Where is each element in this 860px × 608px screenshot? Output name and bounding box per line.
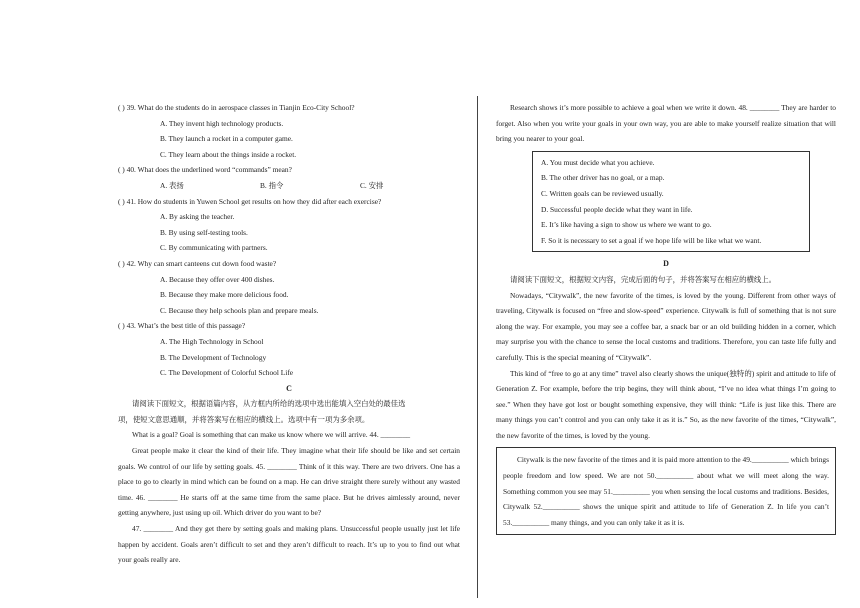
question-43: ( ) 43. What’s the best title of this passage? bbox=[118, 321, 246, 331]
q40-options bbox=[118, 178, 460, 194]
column-divider bbox=[477, 96, 478, 598]
passage-c-paragraph-4: Research shows it’s more possible to achieve a goal when we write it down. 48. ________ They are harder to forget. Also when you write your goals in your own way, you are able to make yourself realize situation that will bring you nearer to your goal. bbox=[496, 103, 836, 144]
option-e: E. It’s like having a sign to show us where we want to go. bbox=[541, 220, 712, 230]
q42-option-b: B. Because they make more delicious food. bbox=[160, 290, 289, 300]
q40-option-b: B. 指令 bbox=[260, 180, 284, 190]
option-d: D. Successful people decide what they want in life. bbox=[541, 204, 693, 214]
q40-option-a: A. 表扬 bbox=[160, 180, 184, 190]
section-c-instructions-1: 请阅读下面短文，根据语篇内容，从方框内所给的选项中选出能填入空白处的最佳选 bbox=[132, 399, 406, 409]
left-column bbox=[118, 100, 460, 568]
right-column bbox=[496, 100, 836, 535]
q39-option-a: A. They invent high technology products. bbox=[160, 118, 284, 128]
q41-option-a: A. By asking the teacher. bbox=[160, 212, 235, 222]
option-a: A. You must decide what you achieve. bbox=[541, 157, 655, 167]
q42-option-c: C. Because they help schools plan and prepare meals. bbox=[160, 305, 319, 315]
question-42: ( ) 42. Why can smart canteens cut down food waste? bbox=[118, 258, 277, 268]
options-box bbox=[532, 151, 810, 253]
section-d-instructions: 请阅读下面短文，根据短文内容，完成后面的句子，并将答案写在相应的横线上。 bbox=[510, 274, 777, 284]
q43-option-a: A. The High Technology in School bbox=[160, 336, 264, 346]
q41-option-b: B. By using self-testing tools. bbox=[160, 227, 248, 237]
q39-option-b: B. They launch a rocket in a computer game. bbox=[160, 134, 293, 144]
q43-option-c: C. The Development of Colorful School Life bbox=[160, 368, 294, 378]
option-b: B. The other driver has no goal, or a map. bbox=[541, 173, 665, 183]
section-d-heading: D bbox=[663, 259, 669, 269]
passage-d-paragraph-1: Nowadays, “Citywalk”, the new favorite of the times, is loved by the young. Different from other ways of traveling, Citywalk is focused on “free and slow-speed” experience. Citywalk is full of something that is not sure along the way. For example, you may see a coffee bar, a snack bar or an old building hidden in a corner, which may surprise you with the chance to sense the local customs and traditions. Therefore, you can taste life fully and carefully. This is the special meaning of “Citywalk”. bbox=[496, 290, 836, 362]
q42-option-a: A. Because they offer over 400 dishes. bbox=[160, 274, 275, 284]
passage-c-paragraph-1: What is a goal? Goal is something that can make us know where we will arrive. 44. ________ bbox=[132, 430, 411, 440]
question-41: ( ) 41. How do students in Yuwen School get results on how they did after each exercise? bbox=[118, 196, 382, 206]
question-40: ( ) 40. What does the underlined word “commands” mean? bbox=[118, 165, 292, 175]
section-c-instructions-2: 项，使短文意思通顺，并将答案写在相应的横线上。选项中有一项为多余项。 bbox=[118, 414, 370, 424]
q40-option-c: C. 安排 bbox=[360, 180, 384, 190]
question-39: ( ) 39. What do the students do in aerospace classes in Tianjin Eco-City School? bbox=[118, 103, 355, 112]
passage-d-paragraph-2: This kind of “free to go at any time” travel also clearly shows the unique(独特的) spirit and attitude to life of Generation Z. For example, before the trip begins, they will think about, “I’ve no idea what things I’m going to see.” When they have got lost or bought something expensive, they will think: “Life is just like this. There are many things you can’t control and you can only take it as it is.” So, as the new favorite of the times, “Citywalk”, the new favorite of the times, is loved by the young. bbox=[496, 368, 836, 440]
q41-option-c: C. By communicating with partners. bbox=[160, 243, 268, 253]
passage-c-paragraph-2: Great people make it clear the kind of their life. They imagine what their life should be like and set certain goals. We control of our life by setting goals. 45. ________ Think of it this way. There are two drivers. One has a place to go to clearly in mind which can be found on a map. He can drive straight there surely without any wasted time. 46. ________ He starts off at the same time from the same place. But he drives aimlessly around, never getting anywhere, just using up oil. Which driver do you want to be? bbox=[118, 446, 460, 518]
option-c: C. Written goals can be reviewed usually. bbox=[541, 188, 664, 198]
section-c-heading: C bbox=[286, 383, 292, 393]
option-f: F. So it is necessary to set a goal if we hope life will be like what we want. bbox=[541, 235, 762, 245]
summary-box: Citywalk is the new favorite of the times and it is paid more attention to the 49.__________ which brings people freedom and low speed. We are not 50.__________ about what we will meet along the way. Something common you see may 51.__________ you when sensing the local customs and traditions. Besides, Citywalk 52.__________ shows the unique spirit and attitude to life of Generation Z. In life you can’t 53.__________ many things, and you can only take it as it is. bbox=[496, 447, 836, 535]
q39-option-c: C. They learn about the things inside a rocket. bbox=[160, 149, 297, 159]
q43-option-b: B. The Development of Technology bbox=[160, 352, 267, 362]
passage-c-paragraph-3: 47. ________ And they get there by setting goals and making plans. Unsuccessful people usually just let life happen by accident. Goals aren’t difficult to set and they aren’t difficult to reach. It’s up to you to find out what your goals really are. bbox=[118, 524, 460, 565]
